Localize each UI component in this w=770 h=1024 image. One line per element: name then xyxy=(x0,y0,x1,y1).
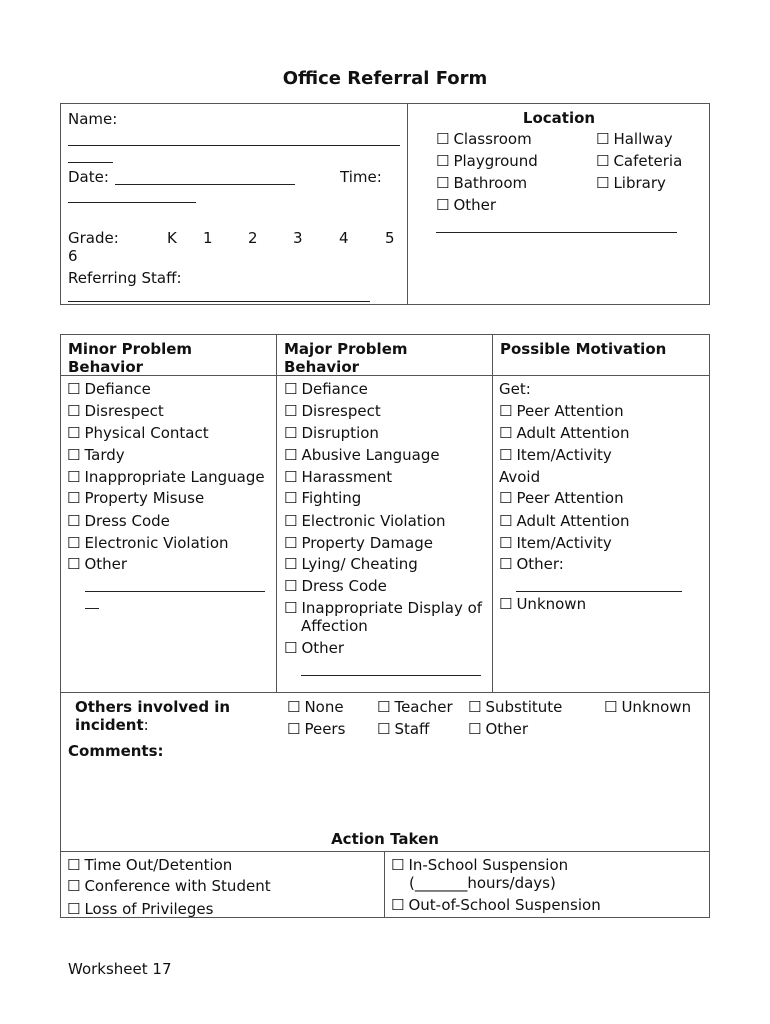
location-playground[interactable]: ☐ Playground xyxy=(436,152,538,170)
minor-item[interactable]: ☐ Defiance xyxy=(67,380,151,398)
motivation-avoid-item[interactable]: ☐ Item/Activity xyxy=(499,534,612,552)
staff-line[interactable] xyxy=(68,301,370,302)
motivation-avoid-label: Avoid xyxy=(499,468,541,486)
major-heading: Major Problem xyxy=(284,340,408,358)
others-other[interactable]: ☐ Other xyxy=(468,720,528,738)
name-line-cont[interactable] xyxy=(68,162,113,163)
others-teacher[interactable]: ☐ Teacher xyxy=(377,698,453,716)
minor-item-other[interactable]: ☐ Other xyxy=(67,555,127,573)
info-divider xyxy=(407,103,408,305)
others-peers[interactable]: ☐ Peers xyxy=(287,720,345,738)
motivation-get-item[interactable]: ☐ Item/Activity xyxy=(499,446,612,464)
minor-other-line-cont[interactable] xyxy=(85,608,99,609)
motivation-avoid-item[interactable]: ☐ Adult Attention xyxy=(499,512,630,530)
grade-label: Grade: xyxy=(68,229,119,247)
major-item[interactable]: ☐ Lying/ Cheating xyxy=(284,555,418,573)
major-item[interactable]: ☐ Defiance xyxy=(284,380,368,398)
date-line[interactable] xyxy=(115,184,295,185)
col-divider-1 xyxy=(276,334,277,693)
major-item[interactable]: ☐ Abusive Language xyxy=(284,446,440,464)
minor-item[interactable]: ☐ Disrespect xyxy=(67,402,164,420)
grade-k[interactable]: K xyxy=(167,229,177,247)
motivation-get-item[interactable]: ☐ Peer Attention xyxy=(499,402,624,420)
grade-1[interactable]: 1 xyxy=(203,229,213,247)
location-classroom[interactable]: ☐ Classroom xyxy=(436,130,532,148)
motivation-other-line[interactable] xyxy=(516,591,682,592)
action-divider xyxy=(384,851,385,918)
location-hallway[interactable]: ☐ Hallway xyxy=(596,130,673,148)
page-title: Office Referral Form xyxy=(282,68,488,89)
location-heading: Location xyxy=(522,109,596,127)
motivation-heading: Possible Motivation xyxy=(500,340,667,358)
action-left-item[interactable]: ☐ Time Out/Detention xyxy=(67,856,232,874)
minor-item[interactable]: ☐ Property Misuse xyxy=(67,489,204,507)
major-item[interactable]: ☐ Inappropriate Display of xyxy=(284,599,482,617)
major-item[interactable]: ☐ Harassment xyxy=(284,468,392,486)
others-rule xyxy=(60,692,710,693)
major-item[interactable]: ☐ Property Damage xyxy=(284,534,433,552)
location-bathroom[interactable]: ☐ Bathroom xyxy=(436,174,527,192)
grade-5[interactable]: 5 xyxy=(385,229,395,247)
others-unknown[interactable]: ☐ Unknown xyxy=(604,698,691,716)
others-none[interactable]: ☐ None xyxy=(287,698,344,716)
location-cafeteria[interactable]: ☐ Cafeteria xyxy=(596,152,682,170)
action-rule xyxy=(60,851,710,852)
motivation-get-item[interactable]: ☐ Adult Attention xyxy=(499,424,630,442)
action-out-of-school[interactable]: ☐ Out-of-School Suspension xyxy=(391,896,601,914)
name-line[interactable] xyxy=(68,145,400,146)
major-heading-2: Behavior xyxy=(284,358,360,376)
name-label: Name: xyxy=(68,110,118,128)
grade-4[interactable]: 4 xyxy=(339,229,349,247)
others-substitute[interactable]: ☐ Substitute xyxy=(468,698,562,716)
minor-other-line[interactable] xyxy=(85,591,265,592)
minor-item[interactable]: ☐ Tardy xyxy=(67,446,125,464)
minor-item[interactable]: ☐ Inappropriate Language xyxy=(67,468,265,486)
staff-label: Referring Staff: xyxy=(68,269,182,287)
others-label-2: incident xyxy=(75,716,144,734)
minor-item[interactable]: ☐ Electronic Violation xyxy=(67,534,229,552)
action-in-school-hours: (_______hours/days) xyxy=(409,874,556,892)
others-label-colon: : xyxy=(143,716,149,734)
major-item-other[interactable]: ☐ Other xyxy=(284,639,344,657)
comments-label: Comments: xyxy=(68,742,164,760)
footer-label: Worksheet 17 xyxy=(68,960,172,978)
grade-2[interactable]: 2 xyxy=(248,229,258,247)
major-item[interactable]: ☐ Electronic Violation xyxy=(284,512,446,530)
major-item[interactable]: ☐ Fighting xyxy=(284,489,361,507)
time-line[interactable] xyxy=(68,202,196,203)
time-label: Time: xyxy=(340,168,382,186)
minor-heading: Minor Problem xyxy=(68,340,193,358)
motivation-get-label: Get: xyxy=(499,380,531,398)
major-item[interactable]: ☐ Disruption xyxy=(284,424,379,442)
minor-item[interactable]: ☐ Physical Contact xyxy=(67,424,209,442)
action-heading: Action Taken xyxy=(331,830,439,848)
major-item[interactable]: ☐ Disrespect xyxy=(284,402,381,420)
action-in-school[interactable]: ☐ In-School Suspension xyxy=(391,856,568,874)
behavior-header-rule xyxy=(60,375,710,376)
grade-6[interactable]: 6 xyxy=(68,247,78,265)
grade-3[interactable]: 3 xyxy=(293,229,303,247)
date-label: Date: xyxy=(68,168,109,186)
location-other[interactable]: ☐ Other xyxy=(436,196,496,214)
location-other-line[interactable] xyxy=(436,232,677,233)
minor-item[interactable]: ☐ Dress Code xyxy=(67,512,170,530)
major-item[interactable]: ☐ Dress Code xyxy=(284,577,387,595)
location-library[interactable]: ☐ Library xyxy=(596,174,666,192)
motivation-avoid-item[interactable]: ☐ Peer Attention xyxy=(499,489,624,507)
major-other-line[interactable] xyxy=(301,675,481,676)
col-divider-2 xyxy=(492,334,493,693)
motivation-avoid-other[interactable]: ☐ Other: xyxy=(499,555,564,573)
motivation-unknown[interactable]: ☐ Unknown xyxy=(499,595,586,613)
action-left-item[interactable]: ☐ Conference with Student xyxy=(67,877,271,895)
others-staff[interactable]: ☐ Staff xyxy=(377,720,429,738)
action-left-item[interactable]: ☐ Loss of Privileges xyxy=(67,900,213,918)
others-label: Others involved in xyxy=(75,698,231,716)
minor-heading-2: Behavior xyxy=(68,358,144,376)
major-item-wrap: Affection xyxy=(301,617,368,635)
